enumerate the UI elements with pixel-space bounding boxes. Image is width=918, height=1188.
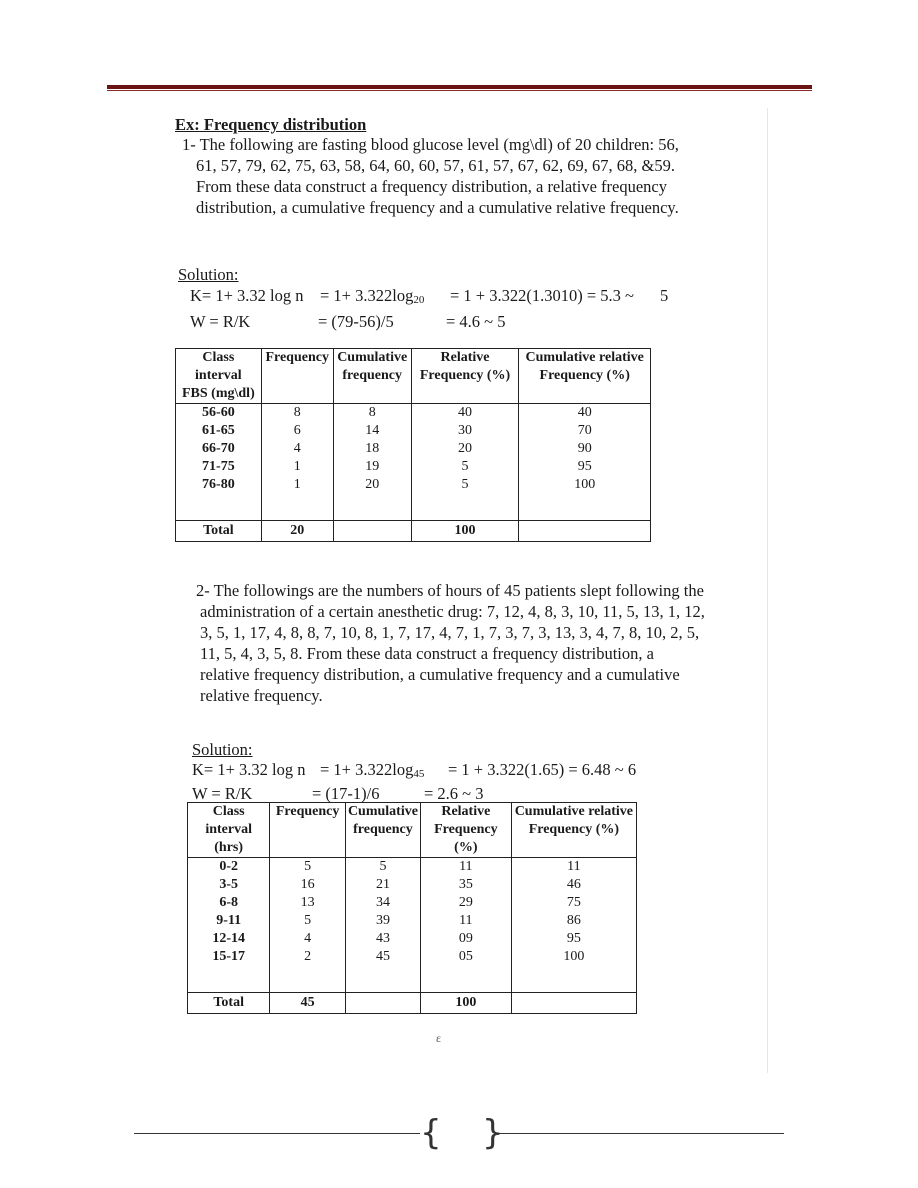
w-lhs: W = R/K [190, 312, 251, 331]
header-cum-relative: Cumulative relative Frequency (%) [511, 803, 636, 858]
footer-brace-left: { [420, 1113, 442, 1153]
ex2-line: relative frequency. [200, 686, 323, 705]
ex2-line: 11, 5, 4, 3, 5, 8. From these data construct a frequency distribution, a [200, 644, 654, 663]
footer-brace-right: } [482, 1113, 504, 1153]
ex2-line: administration of a certain anesthetic drug: 7, 12, 4, 8, 3, 10, 11, 5, 13, 1, 12, [200, 602, 705, 621]
header-frequency: Frequency [270, 803, 346, 858]
table-row: 66-70 4 18 20 90 [176, 440, 651, 458]
table-spacer-row [176, 494, 651, 521]
solution-label: Solution: [192, 740, 253, 759]
table-row: 61-65 6 14 30 70 [176, 422, 651, 440]
header-class-interval: Class interval FBS (mg\dl) [176, 349, 262, 404]
ex1-line: 1- The following are fasting blood glucose level (mg\dl) of 20 children: 56, [182, 135, 679, 154]
table-row: 6-8 13 34 29 75 [188, 894, 637, 912]
ex1-k-formula [178, 285, 668, 311]
w-mid: = (17-1)/6 [312, 784, 380, 803]
table-header-row [188, 803, 637, 858]
example-1-text [182, 134, 679, 218]
k-rhs: = 1 + 3.322(1.3010) = 5.3 ~ [450, 286, 634, 305]
ex2-k-formula [192, 760, 636, 784]
ex1-line: 61, 57, 79, 62, 75, 63, 58, 64, 60, 60, 57, 61, 57, 67, 62, 69, 67, 68, &59. [196, 156, 675, 175]
table-row: 0-2 5 5 11 11 [188, 858, 637, 877]
frequency-table-2 [187, 802, 637, 1014]
ex1-line: From these data construct a frequency distribution, a relative frequency [196, 177, 667, 196]
header-cumulative: Cumulative frequency [333, 349, 411, 404]
scan-edge [767, 108, 768, 1073]
table-total-row: Total 45 100 [188, 993, 637, 1014]
w-lhs: W = R/K [192, 784, 253, 803]
header-frequency: Frequency [261, 349, 333, 404]
header-rule [107, 85, 812, 89]
ex1-line: distribution, a cumulative frequency and a cumulative relative frequency. [196, 198, 679, 217]
table-total-row: Total 20 100 [176, 521, 651, 542]
table-row: 56-60 8 8 40 40 [176, 404, 651, 423]
table-row: 12-14 4 43 09 95 [188, 930, 637, 948]
footer-rule-right [496, 1133, 784, 1134]
solution-label: Solution: [178, 265, 239, 284]
table-row: 9-11 5 39 11 86 [188, 912, 637, 930]
ex1-w-formula [178, 311, 668, 332]
w-rhs: = 2.6 ~ 3 [424, 784, 484, 803]
table-row: 71-75 1 19 5 95 [176, 458, 651, 476]
frequency-table-1 [175, 348, 651, 542]
k-mid: = 1+ 3.322log20 [320, 286, 425, 306]
header-class-interval: Class interval (hrs) [188, 803, 270, 858]
ex2-solution [192, 740, 636, 804]
scan-mark: ε [436, 1031, 442, 1045]
k-mid: = 1+ 3.322log45 [320, 760, 425, 780]
k-rhs: = 1 + 3.322(1.65) = 6.48 ~ 6 [448, 760, 637, 779]
header-rule-thin [107, 90, 812, 91]
table-row: 76-80 1 20 5 100 [176, 476, 651, 494]
header-relative: Relative Frequency (%) [411, 349, 519, 404]
w-rhs: = 4.6 ~ 5 [446, 312, 506, 331]
ex1-solution [178, 264, 668, 332]
heading-block [175, 114, 366, 135]
header-cumulative: Cumulative frequency [345, 803, 420, 858]
section-heading: Ex: Frequency distribution [175, 115, 367, 134]
table-row: 15-17 2 45 05 100 [188, 948, 637, 966]
ex2-line: 2- The followings are the numbers of hours of 45 patients slept following the [196, 581, 704, 600]
example-2-text [196, 580, 705, 706]
table-row: 3-5 16 21 35 46 [188, 876, 637, 894]
footer-rule-left [134, 1133, 420, 1134]
table-header-row [176, 349, 651, 404]
header-cum-relative: Cumulative relative Frequency (%) [519, 349, 651, 404]
ex2-line: 3, 5, 1, 17, 4, 8, 8, 7, 10, 8, 1, 7, 17, 4, 7, 1, 7, 3, 7, 3, 13, 3, 4, 7, 8, 10, 2, 5, [200, 623, 700, 642]
ex2-w-formula [192, 784, 636, 804]
k-final: 5 [660, 286, 669, 305]
table-spacer-row [188, 966, 637, 993]
header-relative: Relative Frequency (%) [420, 803, 511, 858]
w-mid: = (79-56)/5 [318, 312, 394, 331]
ex2-line: relative frequency distribution, a cumulative frequency and a cumulative [200, 665, 680, 684]
k-lhs: K= 1+ 3.32 log n [190, 286, 304, 305]
k-lhs: K= 1+ 3.32 log n [192, 760, 306, 779]
